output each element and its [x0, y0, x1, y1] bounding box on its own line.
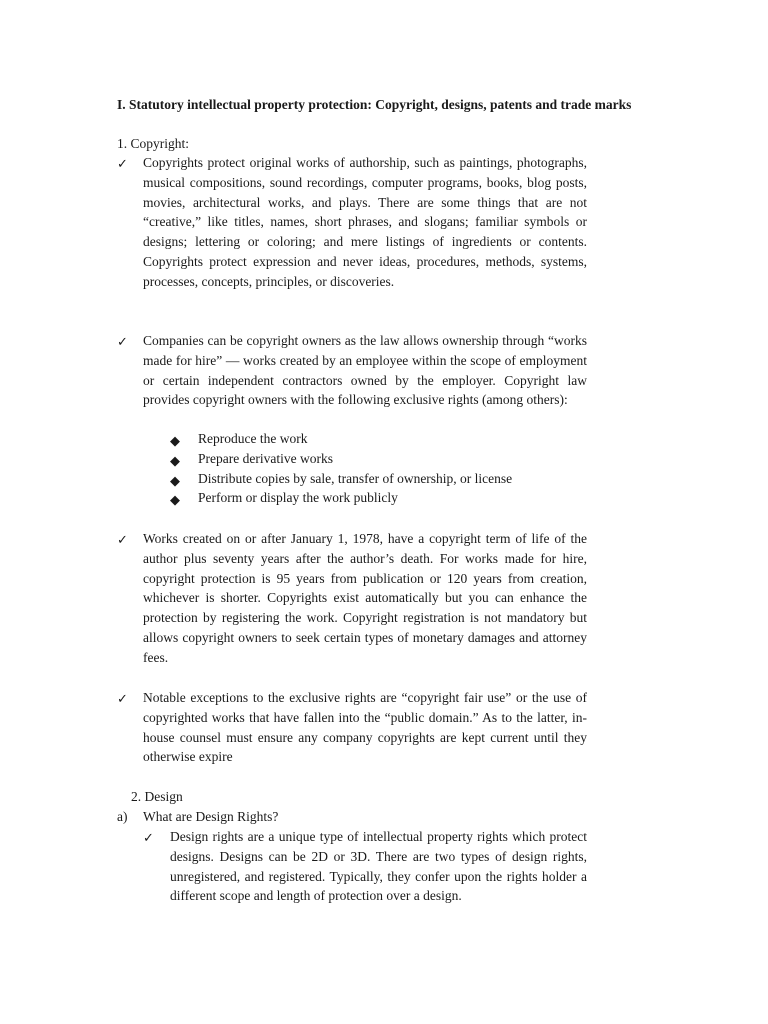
- checkmark-icon: ✓: [143, 831, 154, 846]
- copyright-paragraph-2: Companies can be copyright owners as the law allows ownership through “works made for hire” — works created by an employee within the scope of employment or certain independent contractors owned by the employer. Copyright law provides copyright owners with the following exclusive rights (among others):: [143, 333, 587, 408]
- design-label: 2. Design: [131, 789, 183, 804]
- copyright-paragraph-3: Works created on or after January 1, 1978, have a copyright term of life of the author plus seventy years after the author’s death. For works made for hire, copyright protection is 95 years from publication or 120 years from creation, whichever is shorter. Copyrights exist automatically but you can enhance the protection by registering the work. Copyright registration is not mandatory but allows copyright owners to seek certain types of monetary damages and attorney fees.: [143, 531, 587, 665]
- design-sub-label: What are Design Rights?: [143, 809, 279, 824]
- diamond-bullet-icon: ◆: [170, 434, 180, 449]
- checkmark-icon: ✓: [117, 692, 128, 707]
- diamond-bullet-icon: ◆: [170, 473, 180, 489]
- diamond-bullet-icon: ◆: [170, 453, 180, 469]
- design-sub-marker: a): [117, 809, 128, 824]
- checkmark-icon: ✓: [117, 157, 128, 172]
- list-item-text: Perform or display the work publicly: [198, 490, 398, 506]
- list-item-text: Prepare derivative works: [198, 450, 333, 466]
- copyright-label: 1. Copyright:: [117, 136, 190, 151]
- list-item-text: Distribute copies by sale, transfer of ownership, or license: [198, 470, 513, 486]
- diamond-bullet-icon: ◆: [170, 493, 180, 509]
- copyright-paragraph-4: Notable exceptions to the exclusive rights are “copyright fair use” or the use of copyrighted works that have fallen into the “public domain.” As to the latter, in-house counsel must ensure any company copyrights are kept current until they otherwise expire: [143, 690, 587, 765]
- checkmark-icon: ✓: [117, 533, 128, 548]
- list-item-text: Reproduce the work: [198, 431, 308, 446]
- section-heading: I. Statutory intellectual property protection: Copyright, designs, patents and trade marks: [117, 97, 632, 112]
- design-paragraph: Design rights are a unique type of intellectual property rights which protect designs. Designs can be 2D or 3D. There are two types of design rights, unregistered, and registered. Typically, they confer upon the rights holder a different scope and length of protection over a design.: [170, 829, 587, 904]
- checkmark-icon: ✓: [117, 335, 128, 350]
- copyright-paragraph-1: Copyrights protect original works of authorship, such as paintings, photographs, musical compositions, sound recordings, computer programs, books, blog posts, movies, architectural works, and plays. There are some things that are not “creative,” like titles, names, short phrases, and slogans; familiar symbols or designs; lettering or coloring; and mere listings of ingredients or contents. Copyrights protect expression and never ideas, procedures, methods, systems, processes, concepts, principles, or discoveries.: [143, 155, 587, 289]
